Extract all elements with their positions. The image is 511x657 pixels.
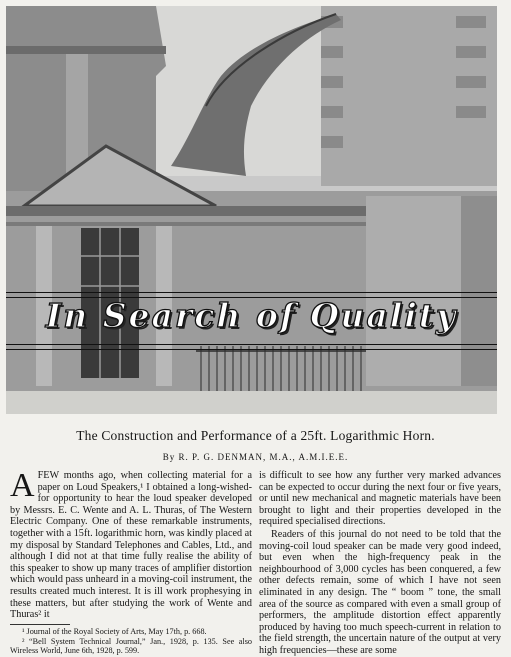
drop-cap: A [10, 467, 35, 504]
byline: By R. P. G. DENMAN, M.A., A.M.I.E.E. [162, 452, 349, 462]
paragraph-intro-text: FEW months ago, when collecting material for a paper on Loud Speakers,¹ I obtained a long-wished-for opportunity to hear the loud speaker developed by Messrs. E. C. Wente and A. L. Thuras, of The Western Electric Company. One of these remarkable instruments, together with a 15ft. logarithmic horn, was kindly placed at my disposal by Standard Telephones and Cables, Ltd., and although I did not at that time fully realise the ability of this speaker to show up many traces of amplifier distortion which would pass unheard in a moving-coil instrument, the results created much interest. It is ill work prophesying in these matters, but after studying the work of Wente and Thuras² it [10, 470, 252, 621]
headline: In Search of Quality [45, 296, 458, 335]
article-subtitle: The Construction and Performance of a 25ft. Logarithmic Horn. [76, 428, 435, 443]
paragraph-readers: Readers of this journal do not need to be told that the moving-coil loud speaker can be made very good indeed, but even when the high-frequency peak in the neighbourhood of 3,000 cycles has been conquered, a few other defects remain, some of which I have not seen eliminated in any design. The “ boom ” tone, the small area of the source as compared with even a small group of performers, the amplitude distortion effect apparently produced by having too much speech-current in relation to the field strength, the uncertain nature of the output at very high frequencies—these are some [259, 528, 501, 656]
headline-rule-bottom [6, 344, 497, 350]
footnote-rule [10, 624, 70, 625]
column-right [259, 470, 501, 657]
building-horn-photo [6, 6, 497, 414]
footnote-1: ¹ Journal of the Royal Society of Arts, May 17th, p. 668. [22, 626, 207, 636]
footnote-2: ² “Bell System Technical Journal,” Jan., 1928, p. 135. See also Wireless World, June 6th, 1928, p. 599. [10, 636, 252, 656]
paragraph-intro [10, 467, 252, 621]
paragraph-continued: is difficult to see how any further very marked advances can be expected to occur during the next four or five years, or until new mechanical and magnetic materials have been brought to light and their properties developed in the required specialised directions. [259, 470, 501, 528]
photo-illustration [6, 6, 497, 414]
column-left [10, 467, 252, 656]
